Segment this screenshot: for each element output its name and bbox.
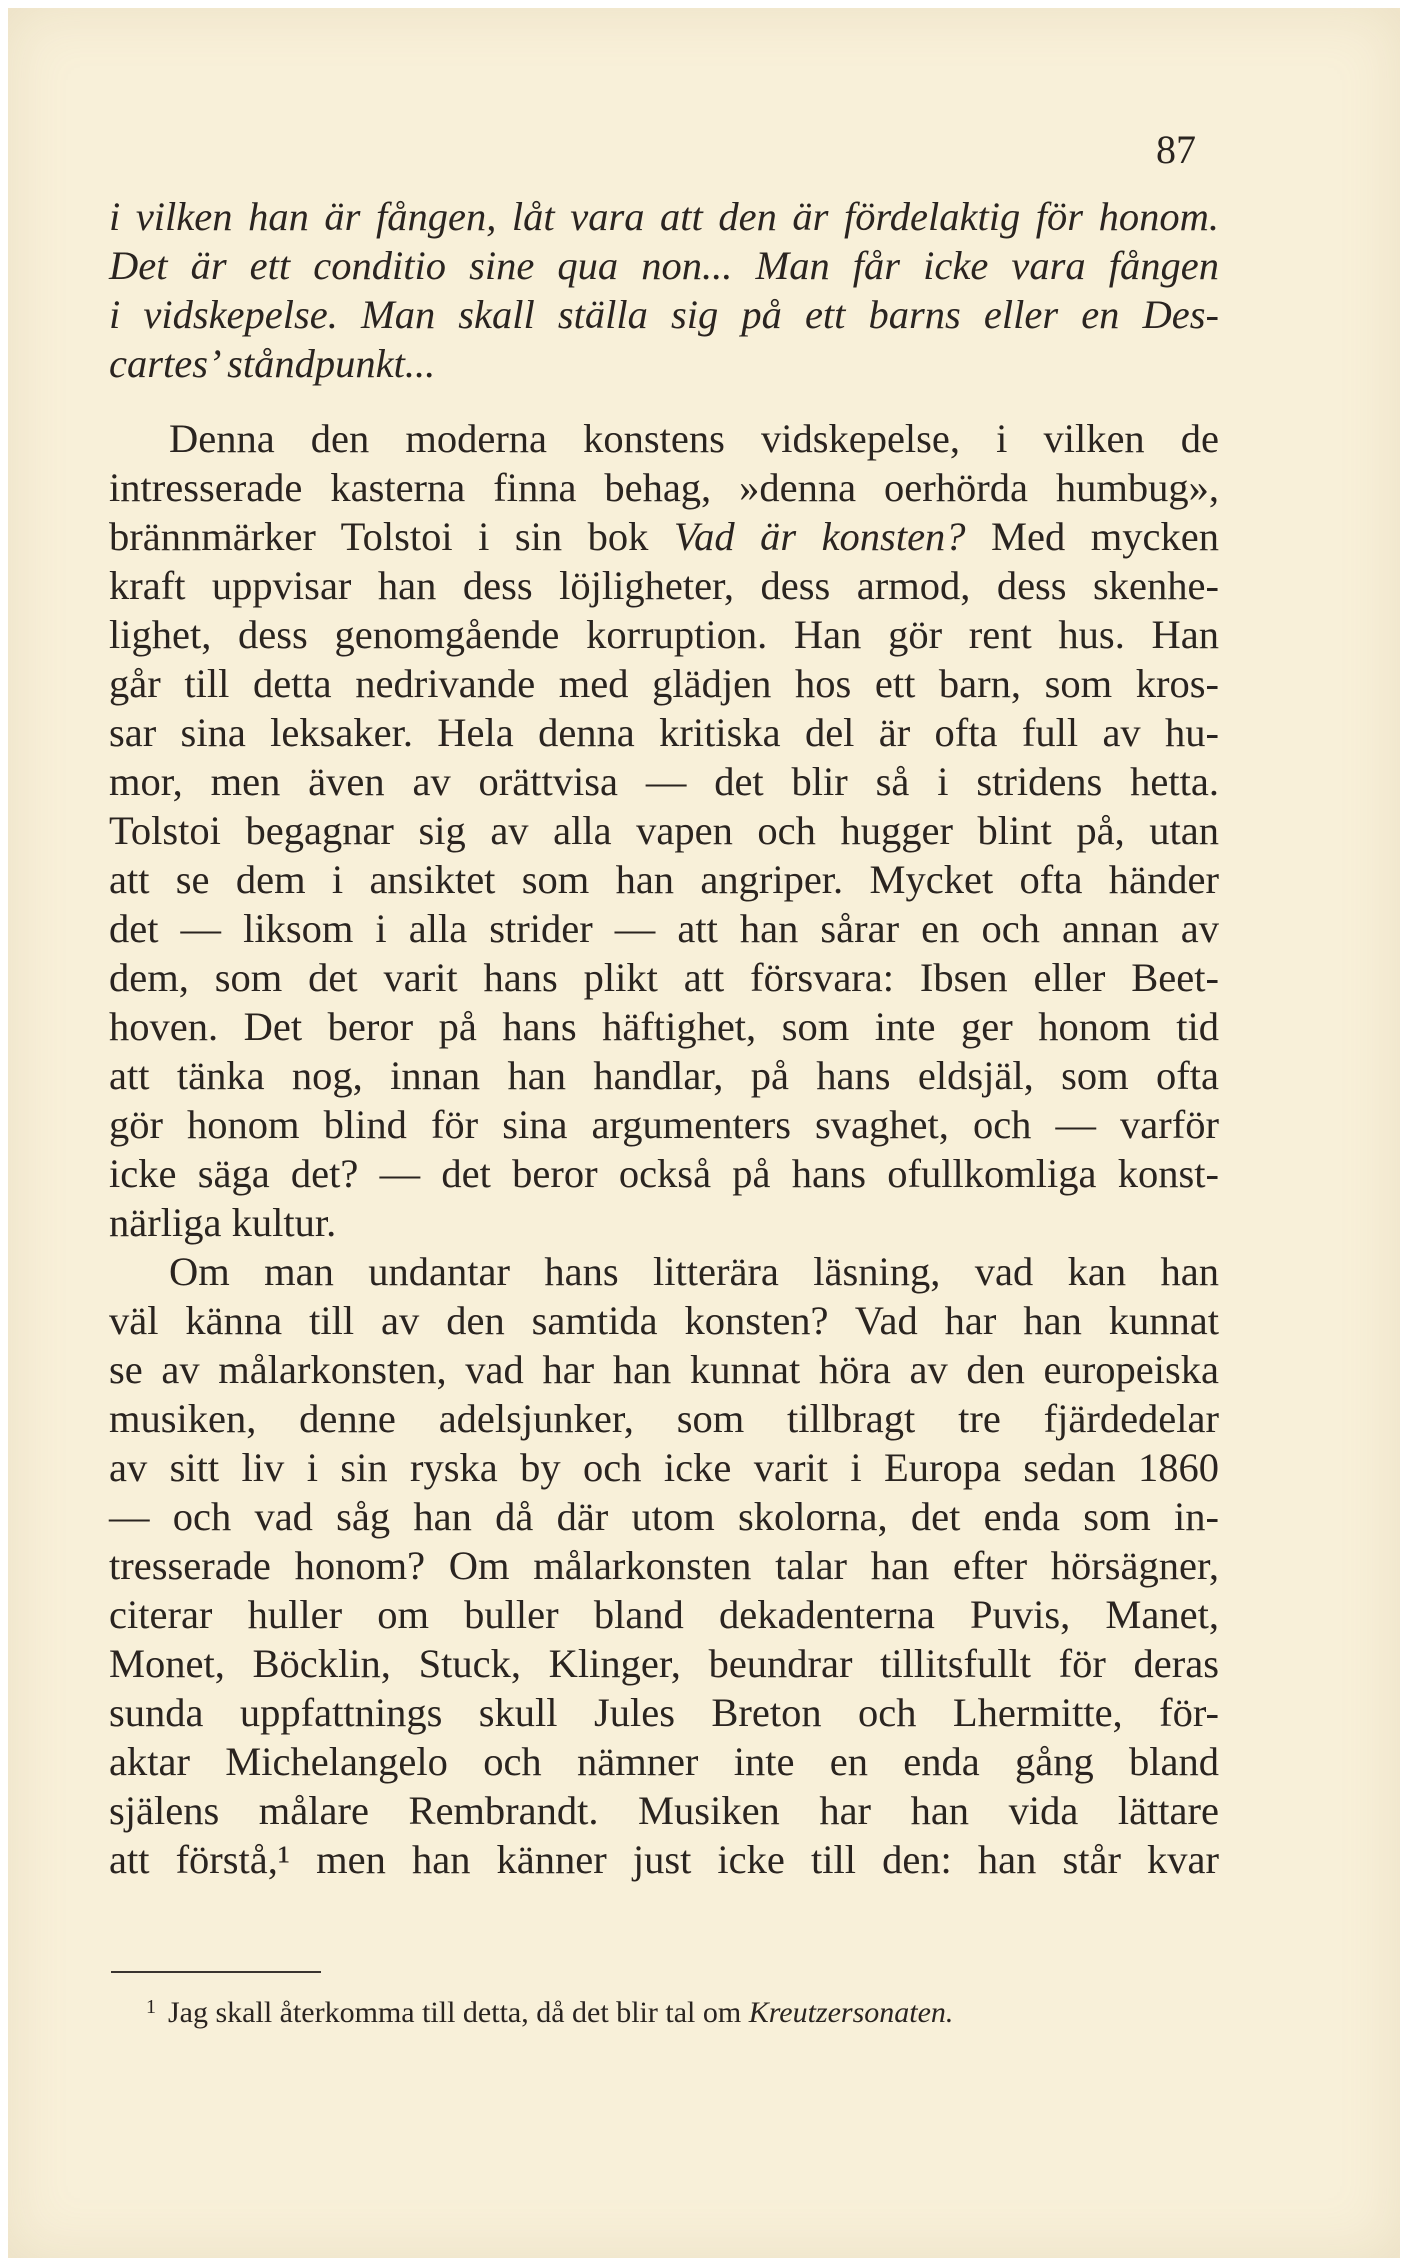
text-line: sunda uppfattnings skull Jules Breton och Lhermitte, för- [109, 1690, 1219, 1735]
text-line: cartes’ ståndpunkt... [109, 341, 436, 386]
footnote-divider [111, 1971, 321, 1973]
text-line: i vidskepelse. Man skall ställa sig på ett barns eller en Des- [109, 292, 1219, 337]
text-line: själens målare Rembrandt. Musiken har han vida lättare [109, 1788, 1219, 1833]
text-line: kraft uppvisar han dess löjligheter, dess armod, dess skenhe- [109, 563, 1219, 608]
footnote-text: Jag skall återkomma till detta, då det blir tal om [168, 1996, 749, 2029]
text-line: att tänka nog, innan han handlar, på hans eldsjäl, som ofta [109, 1053, 1219, 1098]
text-line: Monet, Böcklin, Stuck, Klinger, beundrar tillitsfullt för deras [109, 1641, 1219, 1686]
text-line: av sitt liv i sin ryska by och icke varit i Europa sedan 1860 [109, 1445, 1219, 1490]
text-line: närliga kultur. [109, 1200, 337, 1245]
text-line: att förstå,¹ men han känner just icke till den: han står kvar [109, 1837, 1219, 1882]
text-line: brännmärker Tolstoi i sin bok Vad är konsten? Med mycken [109, 514, 1219, 559]
text-line: icke säga det? — det beror också på hans ofullkomliga konst- [109, 1151, 1219, 1196]
text-line: Om man undantar hans litterära läsning, vad kan han [169, 1249, 1219, 1294]
text-line: går till detta nedrivande med glädjen hos ett barn, som kros- [109, 661, 1219, 706]
text-line: — och vad såg han då där utom skolorna, det enda som in- [109, 1494, 1219, 1539]
text-line: lighet, dess genomgående korruption. Han gör rent hus. Han [109, 612, 1219, 657]
text-line: citerar huller om buller bland dekadenterna Puvis, Manet, [109, 1592, 1219, 1637]
text-line: gör honom blind för sina argumenters svaghet, och — varför [109, 1102, 1219, 1147]
text-line: Denna den moderna konstens vidskepelse, i vilken de [169, 416, 1219, 461]
text-line: det — liksom i alla strider — att han sårar en och annan av [109, 906, 1219, 951]
text-line: mor, men även av orättvisa — det blir så i stridens hetta. [109, 759, 1219, 804]
footnote-title: Kreutzersonaten. [748, 1996, 954, 2029]
text-line: i vilken han är fången, låt vara att den är fördelaktig för honom. [109, 194, 1219, 239]
text-line: musiken, denne adelsjunker, som tillbragt tre fjärdedelar [109, 1396, 1219, 1441]
text-line: Det är ett conditio sine qua non... Man får icke vara fången [109, 243, 1219, 288]
footnote-mark: 1 [146, 1996, 156, 2018]
text-line: Tolstoi begagnar sig av alla vapen och hugger blint på, utan [109, 808, 1219, 853]
text-line: väl känna till av den samtida konsten? Vad har han kunnat [109, 1298, 1219, 1343]
text-line: aktar Michelangelo och nämner inte en enda gång bland [109, 1739, 1219, 1784]
text-line: sar sina leksaker. Hela denna kritiska del är ofta full av hu- [109, 710, 1219, 755]
text-line: intresserade kasterna finna behag, »denna oerhörda humbug», [109, 465, 1219, 510]
text-line: dem, som det varit hans plikt att försvara: Ibsen eller Beet- [109, 955, 1219, 1000]
text-line: hoven. Det beror på hans häftighet, som inte ger honom tid [109, 1004, 1219, 1049]
text-line: att se dem i ansiktet som han angriper. Mycket ofta händer [109, 857, 1219, 902]
body-text [109, 192, 1219, 1884]
page-number: 87 [1156, 127, 1196, 172]
text-line: se av målarkonsten, vad har han kunnat höra av den europeiska [109, 1347, 1219, 1392]
footnote [146, 1993, 954, 2033]
book-page [8, 8, 1400, 2258]
text-line: tresserade honom? Om målarkonsten talar han efter hörsägner, [109, 1543, 1219, 1588]
book-title: Vad är konsten? [673, 514, 966, 559]
